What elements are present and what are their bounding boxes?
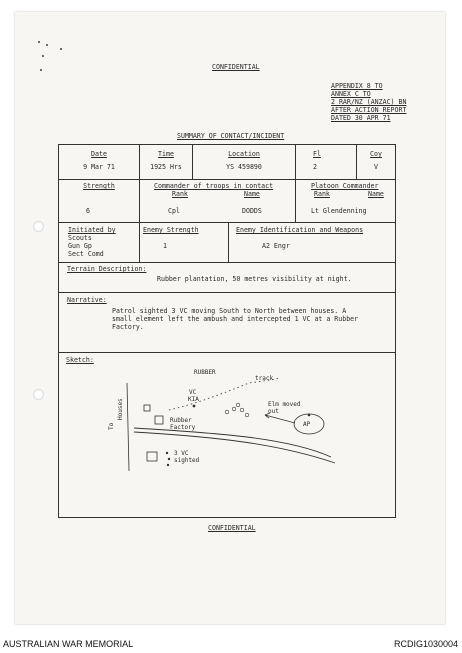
table-rule	[295, 179, 296, 223]
coy-label: Coy	[370, 150, 382, 158]
paper-speck	[42, 55, 44, 57]
narrative-line: Factory.	[112, 323, 144, 331]
vc-dot	[167, 464, 169, 466]
date-label: Date	[91, 150, 107, 158]
appendix-line: APPENDIX 8 TO	[331, 82, 383, 90]
date-value: 9 Mar 71	[83, 163, 115, 171]
sketch-3vc-label: 3 VC	[174, 450, 189, 457]
building-shape	[144, 405, 150, 411]
platoon-value: Lt Glendenning	[311, 207, 367, 215]
appendix-line: ANNEX C TO	[331, 90, 371, 98]
initiated-value: Sect Comd	[68, 250, 104, 258]
pl-name-label: Name	[368, 190, 384, 198]
terrain-value: Rubber plantation, 50 metres visibility at night.	[157, 275, 352, 283]
enemy-strength-label: Enemy Strength	[143, 226, 199, 234]
enemy-id-label: Enemy Identification and Weapons	[236, 226, 364, 234]
narrative-line: Patrol sighted 3 VC moving South to North between houses. A	[112, 307, 347, 315]
sketch-track-label: track	[255, 375, 274, 382]
pl-rank-label: Rank	[314, 190, 330, 198]
footer-id: RCDIG1030004	[393, 639, 458, 649]
narrative-label: Narrative:	[67, 296, 107, 304]
table-rule	[139, 222, 140, 263]
time-label: Time	[158, 150, 174, 158]
position-marker	[236, 403, 240, 407]
initiated-value: Scouts	[68, 234, 92, 242]
sketch-elm-label: Elm moved	[268, 401, 301, 408]
name-label: Name	[244, 190, 260, 198]
houses-line	[127, 383, 129, 471]
sketch-factory-label: Rubber	[170, 417, 192, 424]
rank-value: Cpl	[168, 207, 180, 215]
initiated-label: Initiated by	[68, 226, 116, 234]
table-border	[58, 517, 396, 518]
rubber-factory-shape	[155, 416, 163, 424]
sketch-to-label: To	[108, 422, 115, 430]
initiated-value: Gun Gp	[68, 242, 92, 250]
sketch-ap-label: AP	[303, 421, 311, 428]
table-rule	[295, 144, 296, 180]
paper-speck	[46, 44, 48, 46]
footer-bar	[0, 634, 462, 653]
table-rule	[58, 262, 396, 263]
sketch-sighted-label: sighted	[174, 457, 200, 464]
classification-bottom: CONFIDENTIAL	[208, 524, 256, 532]
vc-kia-marker	[193, 405, 196, 408]
commander-label: Commander of troops in contact	[154, 182, 274, 190]
sketch-factory-label: Factory	[170, 424, 196, 431]
appendix-line: 2 RAR/NZ (ANZAC) BN	[331, 98, 407, 106]
location-value: YS 459890	[226, 163, 262, 171]
name-value: DODDS	[242, 207, 262, 215]
sketch-kia-label: KIA	[188, 396, 199, 403]
table-border	[395, 144, 396, 518]
rank-label: Rank	[172, 190, 188, 198]
sketch-label: Sketch:	[66, 356, 94, 364]
position-marker	[225, 410, 229, 414]
position-marker	[240, 408, 244, 412]
platoon-label: Platoon Commander	[311, 182, 379, 190]
position-marker	[232, 407, 236, 411]
sketch-map	[59, 353, 395, 517]
terrain-label: Terrain Description:	[67, 265, 147, 273]
enemy-strength-value: 1	[163, 242, 167, 250]
paper-speck	[40, 69, 42, 71]
appendix-line: DATED 30 APR 71	[331, 114, 391, 122]
vc-dot	[166, 452, 168, 454]
vc-dot	[168, 458, 170, 460]
table-rule	[139, 179, 140, 223]
sketch-out-label: out	[268, 408, 279, 415]
position-marker	[245, 413, 249, 417]
time-value: 1925 Hrs	[150, 163, 182, 171]
enemy-id-value: A2 Engr	[262, 242, 290, 250]
location-label: Location	[228, 150, 260, 158]
table-rule	[58, 222, 396, 223]
paper-speck	[38, 41, 40, 43]
classification-top: CONFIDENTIAL	[212, 63, 260, 71]
punch-hole	[33, 221, 44, 232]
paper-speck	[60, 48, 62, 50]
sketch-houses-label: Houses	[117, 398, 124, 420]
table-rule	[58, 292, 396, 293]
appendix-line: AFTER ACTION REPORT	[331, 106, 407, 114]
sketch-rubber-label: RUBBER	[194, 369, 216, 376]
strength-label: Strength	[83, 182, 115, 190]
movement-arrow	[265, 415, 295, 423]
table-rule	[228, 222, 229, 263]
coy-value: V	[374, 163, 378, 171]
strength-value: 6	[86, 207, 90, 215]
table-border	[58, 144, 396, 145]
sketch-vc-label: VC	[189, 389, 197, 396]
ap-marker	[308, 414, 311, 417]
footer-source: AUSTRALIAN WAR MEMORIAL	[3, 639, 134, 649]
table-rule	[58, 179, 396, 180]
fl-label: Fl	[313, 150, 321, 158]
punch-hole	[33, 389, 44, 400]
house-shape	[147, 452, 157, 461]
form-title: SUMMARY OF CONTACT/INCIDENT	[177, 132, 285, 140]
fl-value: 2	[313, 163, 317, 171]
narrative-line: small element left the ambush and intercepted 1 VC at a Rubber	[112, 315, 359, 323]
